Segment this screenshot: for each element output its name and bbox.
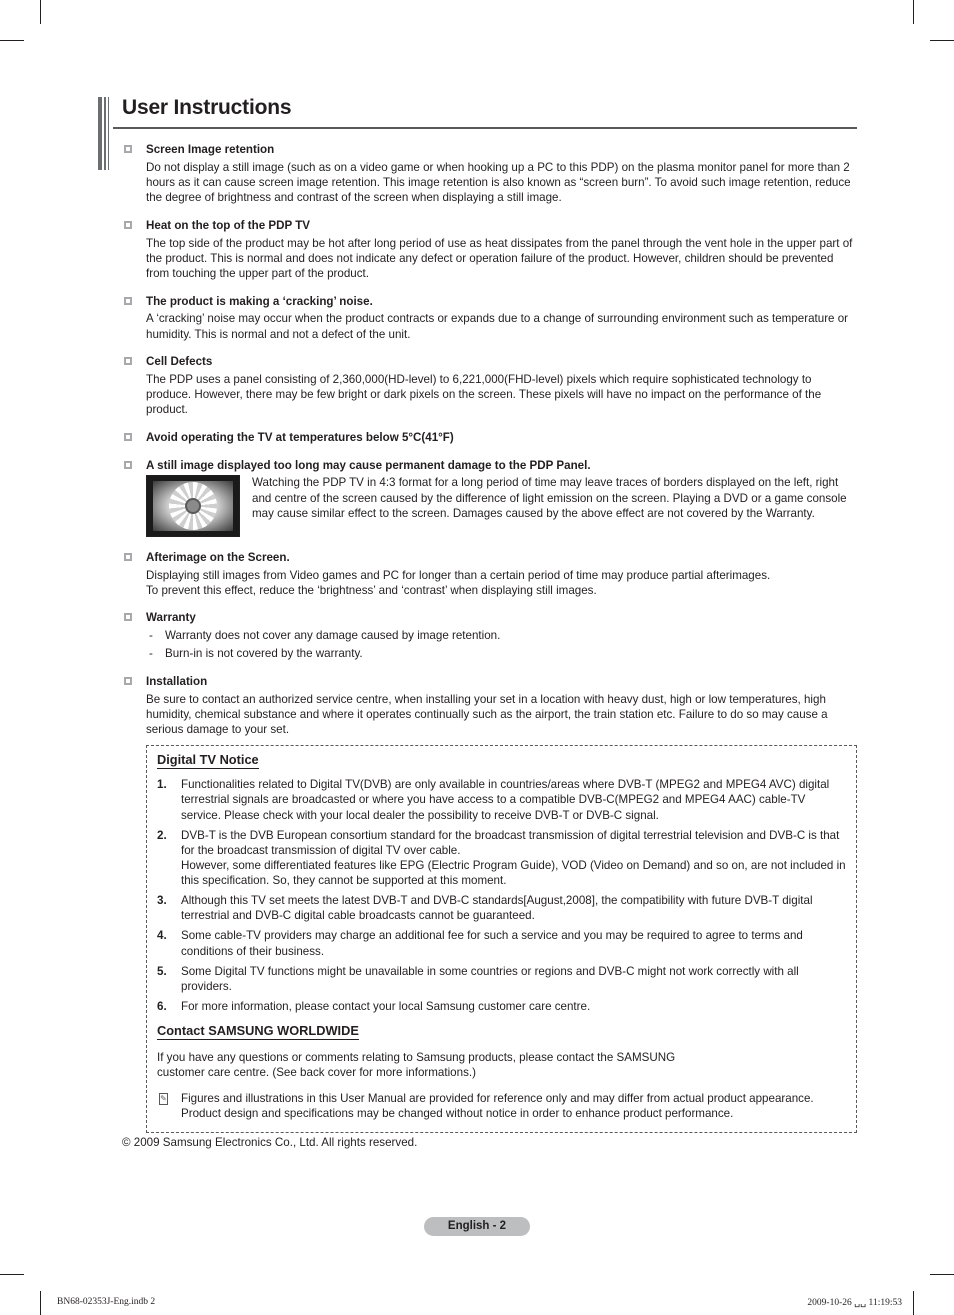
flower-image bbox=[146, 475, 240, 537]
section-body: The PDP uses a panel consisting of 2,360,000(HD-level) to 6,221,000(FHD-level) pixels which require sophisticated technology to produce. However, there may be few bright or dark pixels on the screen. These pixels will have no impact on the performance of the product. bbox=[146, 372, 822, 417]
section-heading: Cell Defects bbox=[146, 355, 213, 369]
section-body: Do not display a still image (such as on a video game or when hooking up a PC to this PDP) on the plasma monitor panel for more than 2 hours as it can cause screen image retention. This image retention is also known as “screen burn”. To avoid such image retention, reduce the degree of brightness and contrast of the screen when displaying a still image. bbox=[146, 160, 851, 205]
crop-mark bbox=[40, 1291, 41, 1315]
square-bullet-icon bbox=[124, 145, 132, 153]
note bbox=[157, 1091, 846, 1121]
square-bullet-icon bbox=[124, 221, 132, 229]
list-item: 3. Although this TV set meets the latest DVB-T and DVB-C standards[August,2008], the compatibility with future DVB-T digital terrestrial and DVB-C digital cable broadcasts cannot be guaranteed. bbox=[157, 894, 813, 923]
section-installation bbox=[122, 674, 857, 737]
copyright: © 2009 Samsung Electronics Co., Ltd. All rights reserved. bbox=[122, 1136, 418, 1149]
page-title: User Instructions bbox=[122, 96, 292, 119]
print-slug-left: BN68-02353J-Eng.indb 2 bbox=[57, 1297, 156, 1307]
section-body: Watching the PDP TV in 4:3 format for a long period of time may leave traces of borders displayed on the left, right and centre of the screen caused by the difference of light emission on the screen. Playing a DVD or a game console may cause similar effect to the screen. Damages caused by the above effect are not covered by the Warranty. bbox=[252, 476, 847, 520]
note-text: Figures and illustrations in this User Manual are provided for reference only and may differ from actual product appearance. Product design and specifications may be changed without notice in order to enhance product performance. bbox=[181, 1091, 814, 1120]
crop-mark bbox=[930, 1274, 954, 1275]
section-heading: Warranty bbox=[146, 611, 196, 625]
note-icon: ✎ bbox=[160, 1093, 167, 1103]
list-item: 6. For more information, please contact your local Samsung customer care centre. bbox=[157, 999, 591, 1013]
crop-mark bbox=[40, 0, 41, 24]
section-heading: Screen Image retention bbox=[146, 143, 275, 156]
crop-mark bbox=[930, 40, 954, 41]
section-cell-defects bbox=[122, 354, 857, 417]
section-heading: Installation bbox=[146, 674, 208, 688]
section-warranty bbox=[122, 610, 857, 661]
square-bullet-icon bbox=[124, 461, 132, 469]
section-heading: Afterimage on the Screen. bbox=[146, 550, 290, 564]
list-item: - Burn-in is not covered by the warranty. bbox=[149, 647, 363, 661]
notice-list bbox=[157, 777, 846, 1014]
notice-title: Digital TV Notice bbox=[157, 752, 259, 769]
section-screen-image-retention bbox=[122, 142, 857, 205]
list-item: 4. Some cable-TV providers may charge an additional fee for such a service and you may be required to agree to terms and conditions of their business. bbox=[157, 929, 803, 958]
section-body: Be sure to contact an authorized service centre, when installing your set in a location with heavy dust, high or low temperatures, high humidity, chemical substance and where it operates continually such as the airport, the train station etc. Failure to do so may cause a serious damage to your set. bbox=[146, 692, 828, 737]
section-cracking-noise bbox=[122, 294, 857, 342]
crop-mark bbox=[913, 1291, 914, 1315]
instructions-list bbox=[122, 142, 857, 750]
section-heat bbox=[122, 218, 857, 281]
section-body: The top side of the product may be hot after long period of use as heat dissipates from the panel through the vent hole in the upper part of the product. This is normal and does not indicate any defect or operation failure of the product. However, children should be prevented from touching the upper part of the product. bbox=[146, 236, 853, 280]
page-number: English - 2 bbox=[424, 1217, 530, 1236]
square-bullet-icon bbox=[124, 297, 132, 305]
section-body-line: To prevent this effect, reduce the ‘brightness’ and ‘contrast’ when displaying still images. bbox=[146, 583, 597, 597]
section-body-line: Displaying still images from Video games and PC for longer than a certain period of time may produce partial afterimages. bbox=[146, 568, 771, 582]
digital-tv-notice-box bbox=[146, 745, 857, 1133]
section-heading: A still image displayed too long may cause permanent damage to the PDP Panel. bbox=[146, 458, 591, 472]
list-item: - Warranty does not cover any damage caused by image retention. bbox=[149, 629, 501, 643]
section-still-image bbox=[122, 458, 857, 538]
square-bullet-icon bbox=[124, 357, 132, 365]
section-heading: The product is making a ‘cracking’ noise. bbox=[146, 294, 373, 308]
list-item: 5. Some Digital TV functions might be unavailable in some countries or regions and DVB-C might not work correctly with all providers. bbox=[157, 964, 799, 993]
warranty-list bbox=[146, 628, 857, 661]
section-afterimage bbox=[122, 550, 857, 598]
contact-title: Contact SAMSUNG WORLDWIDE bbox=[157, 1023, 359, 1040]
contact-text: If you have any questions or comments relating to Samsung products, please contact the SAMSUNG customer care centre. (See back cover for more informations.) bbox=[157, 1051, 676, 1080]
crop-mark bbox=[0, 40, 24, 41]
section-heading: Heat on the top of the PDP TV bbox=[146, 218, 311, 232]
section-heading: Avoid operating the TV at temperatures below 5°C(41°F) bbox=[146, 430, 454, 444]
section-body: A ‘cracking’ noise may occur when the product contracts or expands due to a change of surrounding environment such as temperature or humidity. This is normal and not a defect of the unit. bbox=[146, 312, 849, 341]
print-slug-right: 2009-10-26 ␣␣ 11:19:53 bbox=[807, 1298, 902, 1308]
square-bullet-icon bbox=[124, 553, 132, 561]
title-rule bbox=[113, 127, 857, 129]
list-item: 2. DVB-T is the DVB European consortium standard for the broadcast transmission of digital terrestrial television and DVB-C is that for the broadcast transmission of digital TV over cable. However, some differentiated features like EPG (Electric Program Guide), VOD (Video on Demand) and so on, are not included in this specification. So, they cannot be supported at this moment. bbox=[157, 828, 846, 888]
section-temperature bbox=[122, 430, 857, 445]
square-bullet-icon bbox=[124, 613, 132, 621]
square-bullet-icon bbox=[124, 677, 132, 685]
crop-mark bbox=[0, 1274, 24, 1275]
list-item: 1. Functionalities related to Digital TV(DVB) are only available in countries/areas where DVB-T (MPEG2 and MPEG4 AVC) digital terrestrial signals are broadcasted or where you have access to a compatible DVB-C(MPEG2 and MPEG4 AAC) cable-TV service. Please check with your local dealer the possibility to receive DVB-T or DVB-C signal. bbox=[157, 778, 830, 822]
square-bullet-icon bbox=[124, 433, 132, 441]
crop-mark bbox=[913, 0, 914, 24]
